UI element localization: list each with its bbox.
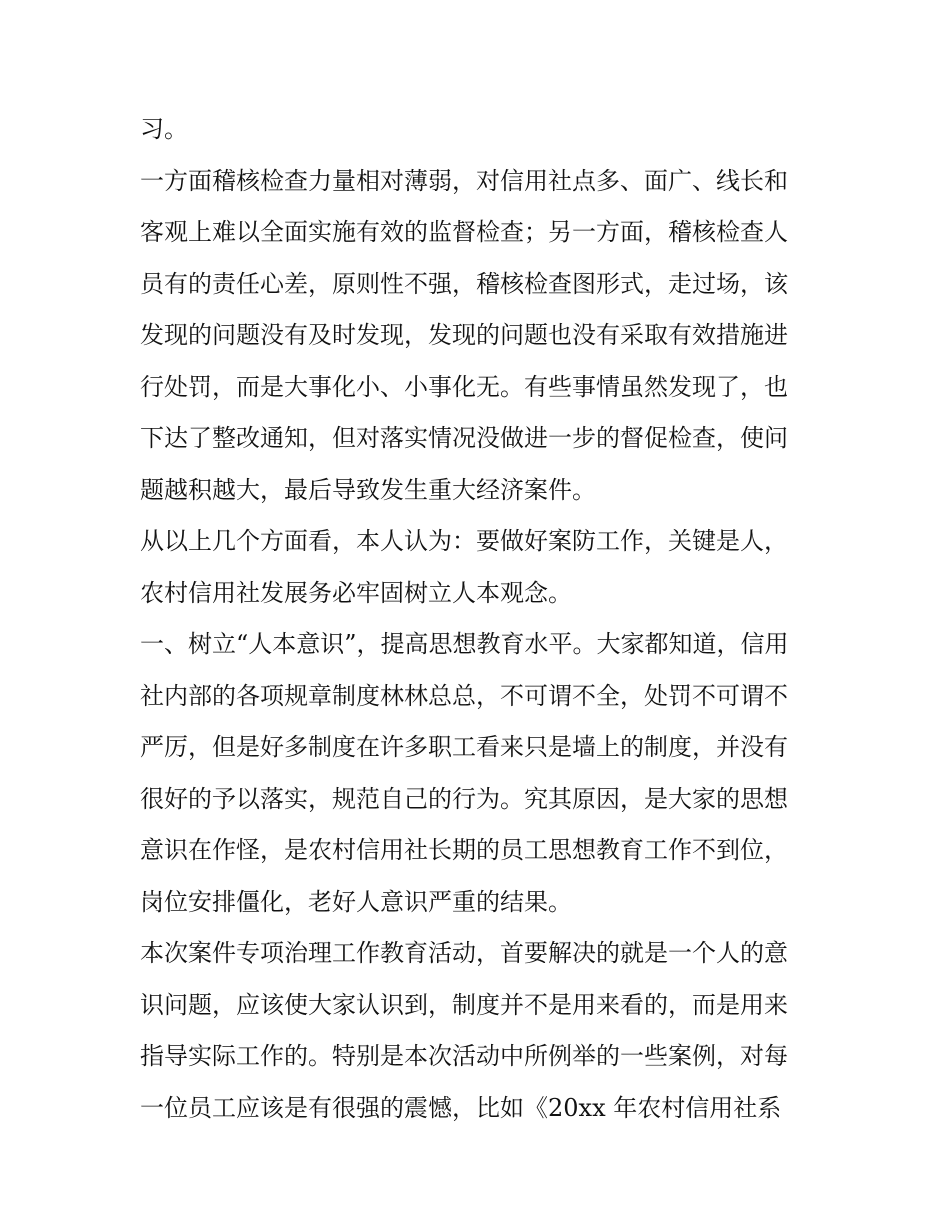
text-line: 严厉，但是好多制度在许多职工看来只是墙上的制度，并没有 [140, 733, 788, 761]
text-line: 发现的问题没有及时发现，发现的问题也没有采取有效措施进 [140, 321, 788, 349]
text-line: 题越积越大，最后导致发生重大经济案件。 [140, 475, 596, 504]
text-line: 习。 [140, 115, 188, 143]
text-line: 员有的责任心差，原则性不强，稽核检查图形式，走过场，该 [140, 269, 788, 298]
text-line: 本次案件专项治理工作教育活动，首要解决的就是一个人的意 [140, 939, 788, 967]
text-line: 下达了整改通知，但对落实情况没做进一步的督促检查，使问 [140, 424, 788, 452]
text-line: 社内部的各项规章制度林林总总，不可谓不全，处罚不可谓不 [140, 681, 788, 710]
text-line: 岗位安排僵化，老好人意识严重的结果。 [140, 887, 572, 916]
text-line: 识问题，应该使大家认识到，制度并不是用来看的，而是用来 [140, 990, 788, 1019]
text-line: 农村信用社发展务必牢固树立人本观念。 [140, 578, 572, 607]
text-line: 指导实际工作的。特别是本次活动中所例举的一些案例，对每 [140, 1042, 788, 1070]
text-line: 客观上难以全面实施有效的监督检查；另一方面，稽核检查人 [140, 218, 788, 246]
text-line: 从以上几个方面看，本人认为：要做好案防工作，关键是人， [140, 527, 788, 555]
text-line: 一位员工应该是有很强的震憾，比如《20xx 年农村信用社系 [140, 1093, 782, 1122]
text-line: 一方面稽核检查力量相对薄弱，对信用社点多、面广、线长和 [140, 166, 788, 195]
document-body [140, 104, 820, 1134]
text-line: 很好的予以落实，规范自己的行为。究其原因，是大家的思想 [140, 784, 788, 813]
text-line: 意识在作怪，是农村信用社长期的员工思想教育工作不到位， [140, 836, 788, 864]
text-line: 行处罚，而是大事化小、小事化无。有些事情虽然发现了，也 [140, 372, 788, 401]
text-line: 一、树立“人本意识”，提高思想教育水平。大家都知道，信用 [140, 630, 789, 658]
